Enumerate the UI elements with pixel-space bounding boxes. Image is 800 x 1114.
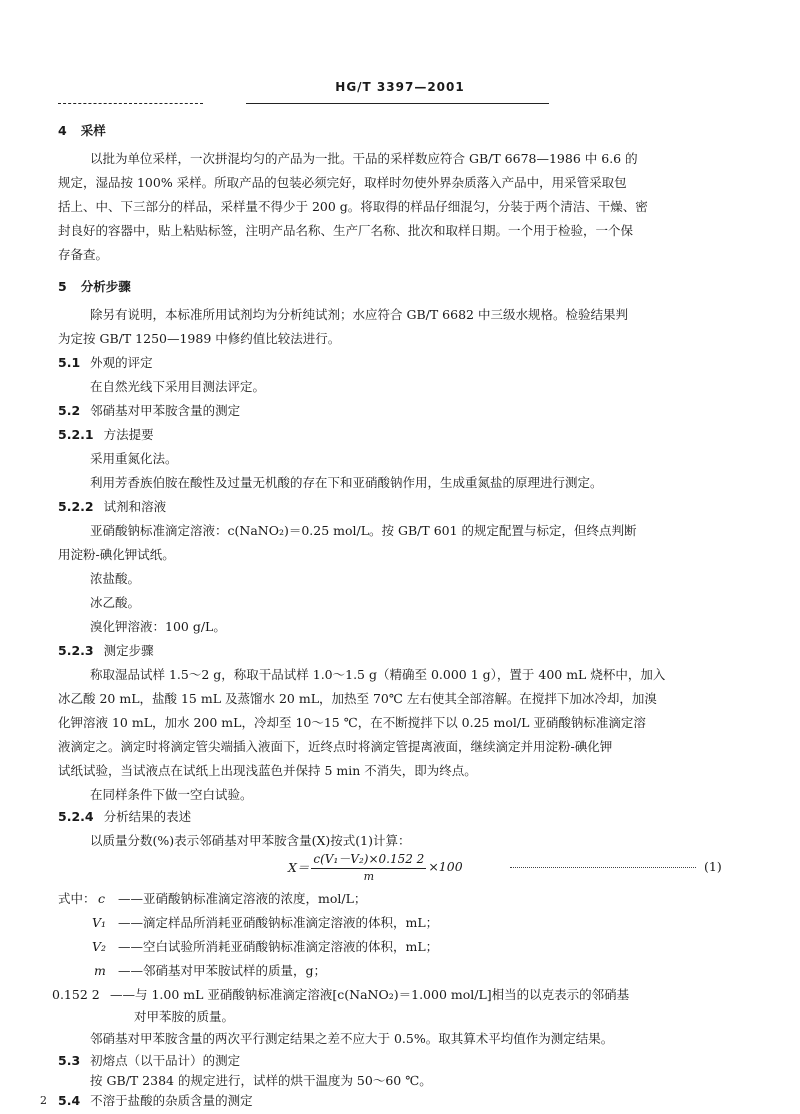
formula-lhs: X＝ [288,859,310,875]
paragraph-line: 液滴定之。滴定时将滴定管尖端插入液面下，近终点时将滴定管提离液面，继续滴定并用淀粉-碘化钾 [58,739,613,754]
section-5-heading [58,278,748,296]
section-5-3-heading [58,1052,748,1070]
definition-symbol: m [94,963,106,978]
definition-text: ——空白试验所消耗亚硝酸钠标准滴定溶液的体积，mL； [118,939,439,954]
section-title: 采样 [80,123,106,138]
equation-number [510,859,748,874]
section-number: 5.2.2 [58,499,94,514]
leader-dots [510,867,696,868]
section-title: 不溶于盐酸的杂质含量的测定 [90,1093,253,1108]
paragraph-line: 用淀粉-碘化钾试纸。 [58,547,175,562]
paragraph-line: 邻硝基对甲苯胺含量的两次平行测定结果之差不应大于 0.5%。取其算术平均值作为测定结果。 [90,1031,614,1046]
section-5-2-2-heading [58,498,748,516]
paragraph-line: 利用芳香族伯胺在酸性及过量无机酸的存在下和亚硝酸钠作用，生成重氮盐的原理进行测定。 [90,475,603,490]
section-4-heading [58,122,748,140]
section-title: 测定步骤 [103,643,154,658]
equation-label: (1) [704,859,722,874]
definition-text: ——邻硝基对甲苯胺试样的质量，g； [118,963,327,978]
header-rule-right [246,103,549,104]
section-number: 5 [58,279,67,294]
section-title: 试剂和溶液 [103,499,167,514]
definition-symbol: 0.152 2 [52,987,100,1002]
paragraph-line: 除另有说明，本标准所用试剂均为分析纯试剂；水应符合 GB/T 6682 中三级水规格。检验结果判 [90,307,628,322]
paragraph-line: 在自然光线下采用目测法评定。 [90,379,266,394]
section-5-1-heading [58,354,748,372]
section-5-2-heading [58,402,748,420]
section-5-2-1-heading [58,426,748,444]
section-5-2-4-heading [58,808,748,826]
section-number: 5.2.4 [58,809,94,824]
paragraph-line: 括上、中、下三部分的样品，采样量不得少于 200 g。将取得的样品仔细混匀，分装于两个清洁、干燥、密 [58,199,648,214]
section-title: 初熔点（以干品计）的测定 [90,1053,241,1068]
paragraph-line: 试纸试验，当试液点在试纸上出现浅蓝色并保持 5 min 不消失，即为终点。 [58,763,477,778]
paragraph-line: 封良好的容器中，贴上粘贴标签，注明产品名称、生产厂名称、批次和取样日期。一个用于检验，一个保 [58,223,634,238]
paragraph-line: 浓盐酸。 [90,571,141,586]
paragraph-line: 按 GB/T 2384 的规定进行，试样的烘干温度为 50～60 ℃。 [90,1073,432,1088]
paragraph-line: 存备查。 [58,247,109,262]
section-number: 5.3 [58,1053,81,1068]
paragraph-line: 称取湿品试样 1.5～2 g，称取干品试样 1.0～1.5 g（精确至 0.000 1 g），置于 400 mL 烧杯中，加入 [90,667,666,682]
standard-code-header: HG/T 3397—2001 [335,80,465,94]
section-title: 分析步骤 [80,279,131,294]
section-number: 5.2.3 [58,643,94,658]
formula-numerator: c(V₁－V₂)×0.152 2 [311,850,426,869]
section-5-4-heading [58,1092,748,1110]
paragraph-line: 在同样条件下做一空白试验。 [90,787,253,802]
formula-denominator: m [363,870,375,883]
section-title: 分析结果的表述 [103,809,192,824]
section-number: 5.1 [58,355,81,370]
paragraph-line: 冰乙酸 20 mL，盐酸 15 mL 及蒸馏水 20 mL，加热至 70℃ 左右使其全部溶解。在搅拌下加冰冷却，加溴 [58,691,657,706]
definition-continuation: 对甲苯胺的质量。 [134,1009,235,1024]
paragraph-line: 采用重氮化法。 [90,451,178,466]
definition-text: ——亚硝酸钠标准滴定溶液的浓度，mol/L； [118,891,367,906]
paragraph-line: 以批为单位采样，一次拼混均匀的产品为一批。干品的采样数应符合 GB/T 6678—1986 中 6.6 的 [90,151,638,166]
formula-rhs: ×100 [428,859,463,874]
page-number: 2 [40,1094,47,1107]
definition-symbol: c [98,891,106,906]
paragraph-line: 溴化钾溶液：100 g/L。 [90,619,226,634]
section-title: 方法提要 [103,427,154,442]
formula-fraction [311,850,426,883]
section-number: 5.2.1 [58,427,94,442]
definition-symbol: V₂ [92,939,107,954]
definition-text: ——滴定样品所消耗亚硝酸钠标准滴定溶液的体积，mL； [118,915,439,930]
definition-text: ——与 1.00 mL 亚硝酸钠标准滴定溶液[c(NaNO₂)＝1.000 mol/L]相当的以克表示的邻硝基 [110,987,630,1002]
section-title: 外观的评定 [90,355,153,370]
definition-symbol: V₁ [92,915,107,930]
formula-1 [288,850,463,883]
header-rule-left [58,103,203,104]
paragraph-line: 规定，湿品按 100% 采样。所取产品的包装必须完好，取样时勿使外界杂质落入产品中，用采管采取包 [58,175,627,190]
paragraph-line: 化钾溶液 10 mL，加水 200 mL，冷却至 10～15 ℃，在不断搅拌下以 0.25 mol/L 亚硝酸钠标准滴定溶 [58,715,646,730]
paragraph-line: 冰乙酸。 [90,595,141,610]
section-number: 5.2 [58,403,81,418]
paragraph-line: 为定按 GB/T 1250—1989 中修约值比较法进行。 [58,331,341,346]
section-number: 4 [58,123,67,138]
paragraph-line: 以质量分数(%)表示邻硝基对甲苯胺含量(X)按式(1)计算： [90,833,411,848]
section-number: 5.4 [58,1093,81,1108]
section-title: 邻硝基对甲苯胺含量的测定 [90,403,241,418]
section-5-2-3-heading [58,642,748,660]
where-label: 式中： [58,891,96,906]
paragraph-line: 亚硝酸钠标准滴定溶液：c(NaNO₂)＝0.25 mol/L。按 GB/T 601 的规定配置与标定，但终点判断 [90,523,637,538]
